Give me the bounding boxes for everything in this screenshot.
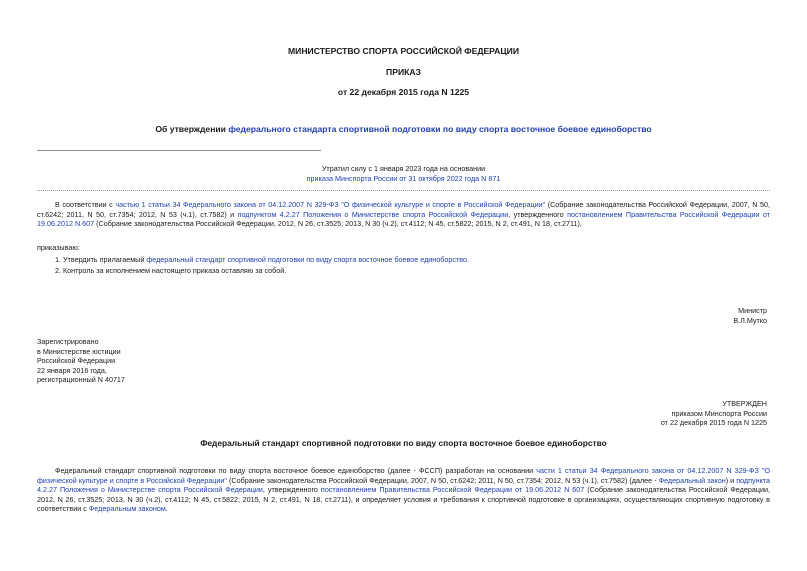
- government-decree-link[interactable]: постановлением Правительства Российской Федерации от 19.06.2012 N 607: [37, 209, 770, 228]
- standard-paragraph: [37, 466, 770, 514]
- standard-title: Федеральный стандарт спортивной подготовки по виду спорта восточное боевое единоборство: [200, 438, 607, 448]
- doc-type-heading: ПРИКАЗ: [386, 67, 421, 77]
- order-item-1-text: 1. Утвердить прилагаемый: [55, 255, 147, 264]
- preamble-text-4: (Собрание законодательства Российской Федерации, 2012, N 26, ст.3525; 2013, N 30 (ч.2), ст.4112; N 45, ст.5822; 2015, N 2, ст.491, N 18, ст.2711),: [94, 219, 582, 228]
- doc-title-link[interactable]: федерального стандарта спортивной подготовки по виду спорта восточное боевое единоборство: [228, 124, 652, 134]
- order-item-2: 2. Контроль за исполнением настоящего приказа оставляю за собой.: [55, 266, 287, 275]
- order-item-1-end: .: [467, 255, 469, 264]
- law-link[interactable]: частью 1 статьи 34 Федерального закона от 04.12.2007 N 329-ФЗ "О физической культуре и спорте в Российской Федерации": [115, 200, 546, 209]
- standard-text-5: (Собрание законодательства Российской Федерации, 2012, N 26, ст.3525; 2013, N 30 (ч.2), ст.4112; N 45, ст.5822; 2015, N 2, ст.491, N 18, ст.2711), и определяет условия и требования к спортивной подготовке в организациях, осуществляющих спортивную подготовку в соответствии с: [37, 485, 770, 513]
- registration-block: [37, 337, 125, 385]
- signature-role: Министр: [738, 306, 767, 315]
- standard-text-4: , утвержденного: [262, 485, 321, 494]
- preamble-text-1: В соответствии с: [55, 200, 116, 209]
- law-article-link[interactable]: части 1 статьи 34 Федерального закона от 04.12.2007 N 329-ФЗ "О физической культуре и спорте в Российской Федерации": [37, 466, 770, 485]
- standard-text-1: Федеральный стандарт спортивной подготовки по виду спорта восточное боевое единоборство (далее - ФССП) разработан на основании: [55, 466, 537, 475]
- regulation-link[interactable]: подпунктом 4.2.27 Положения о Министерстве спорта Российской Федерации: [237, 209, 509, 219]
- registration-line-2: в Министерстве юстиции: [37, 346, 121, 356]
- prikazyvayu-label: приказываю:: [37, 243, 80, 252]
- registration-line-1: Зарегистрировано: [37, 337, 99, 346]
- regulation-subpoint-link[interactable]: подпункта 4.2.27 Положения о Министерстве спорта Российской Федерации: [37, 475, 771, 494]
- federal-law-link[interactable]: Федеральный закон: [658, 475, 726, 485]
- registration-line-5: регистрационный N 40717: [37, 375, 125, 384]
- approved-line-1: УТВЕРЖДЕН: [722, 399, 767, 408]
- registration-line-4: 22 января 2016 года,: [37, 365, 107, 375]
- doc-date-number: от 22 декабря 2015 года N 1225: [337, 87, 470, 97]
- approved-line-2: приказом Минспорта России: [671, 408, 767, 418]
- doc-title-prefix: Об утверждении: [155, 124, 229, 134]
- approved-block: [661, 399, 767, 428]
- approved-line-3: от 22 декабря 2015 года N 1225: [660, 418, 767, 427]
- preamble-text-2: (Собрание законодательства Российской Федерации, 2007, N 50, ст.6242; 2011, N 50, ст.7354; 2012, N 53 (ч.1), ст.7582) и: [37, 200, 770, 219]
- preamble-paragraph: [37, 200, 770, 229]
- divider-short: [37, 150, 321, 151]
- signature-block: [733, 306, 767, 325]
- doc-title: [0, 124, 807, 135]
- lost-force-text: Утратил силу с 1 января 2023 года на основании: [321, 164, 486, 173]
- standard-text-2: (Собрание законодательства Российской Федерации, 2007, N 50, ст.6242; 2011, N 50, ст.7354; 2012, N 53 (ч.1), ст.7582) (далее -: [227, 475, 659, 485]
- standard-link[interactable]: федеральный стандарт спортивной подготовки по виду спорта восточное боевое единоборство: [146, 255, 467, 264]
- order-item-1: [55, 255, 469, 265]
- standard-text-6: .: [165, 504, 168, 513]
- lost-force-note: [0, 164, 807, 183]
- ministry-heading: МИНИСТЕРСТВО СПОРТА РОССИЙСКОЙ ФЕДЕРАЦИИ: [287, 46, 519, 56]
- federal-law-link-2[interactable]: Федеральным законом: [88, 504, 166, 513]
- lost-force-link[interactable]: приказа Минспорта России от 31 октября 2022 года N 871: [306, 173, 501, 183]
- divider-dotted: [37, 190, 770, 191]
- registration-line-3: Российской Федерации: [37, 356, 116, 365]
- standard-text-3: ) и: [725, 475, 737, 485]
- signature-name: В.Л.Мутко: [733, 315, 767, 325]
- government-decree-link-2[interactable]: постановлением Правительства Российской Федерации от 19.06.2012 N 607: [320, 485, 585, 494]
- preamble-text-3: , утвержденного: [508, 209, 568, 219]
